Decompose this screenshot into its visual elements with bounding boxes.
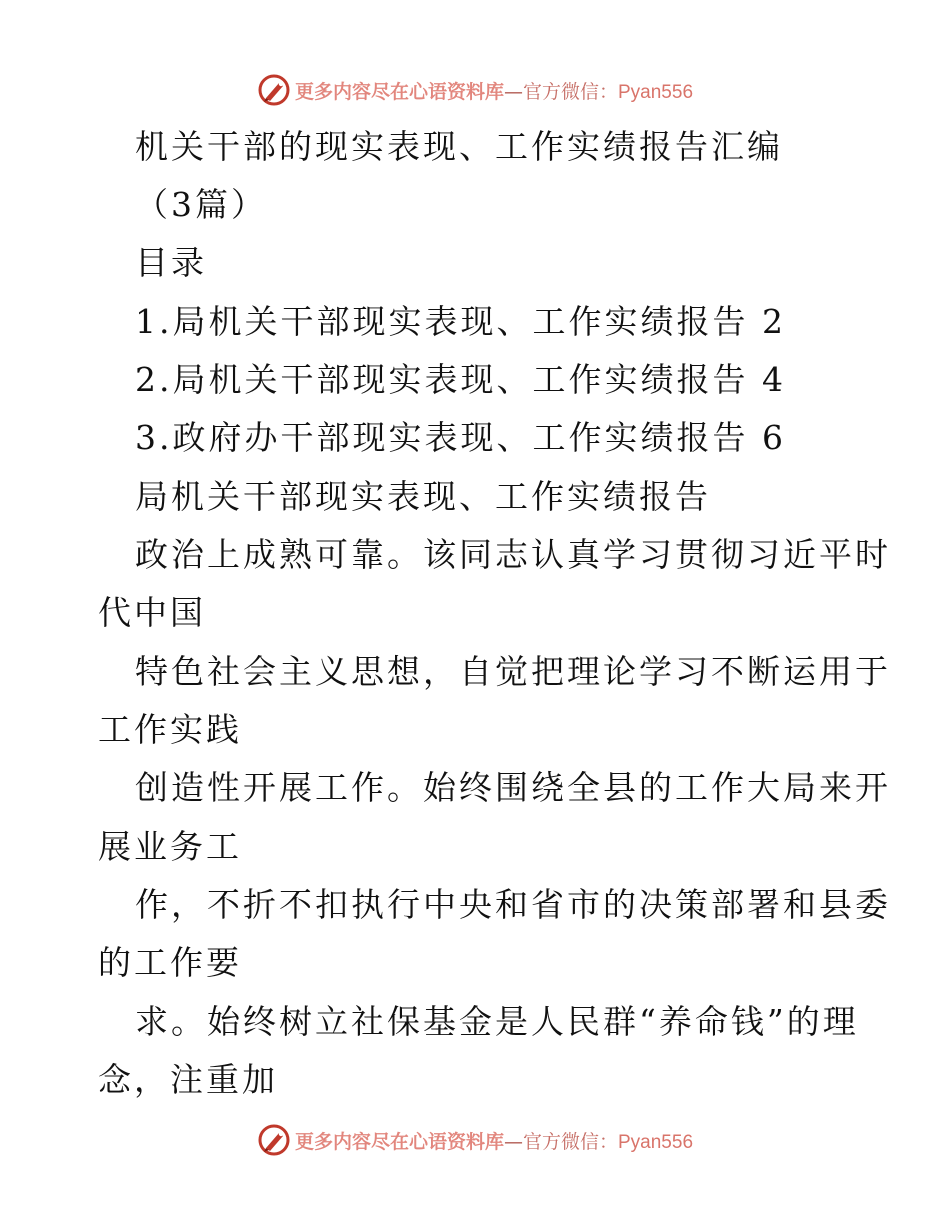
- pen-circle-logo-icon: [257, 73, 291, 107]
- watermark-separator: —: [503, 1130, 523, 1153]
- watermark-id: Pyan556: [618, 1131, 694, 1153]
- toc-item: 3.政府办干部现实表现、工作实绩报告 6: [135, 418, 786, 457]
- body-line: 特色社会主义思想，自觉把理论学习不断运用于: [135, 652, 891, 691]
- watermark-main-text: 更多内容尽在心语资料库: [294, 1130, 504, 1153]
- body-line: 作，不折不扣执行中央和省市的决策部署和县委: [135, 885, 891, 924]
- watermark-main-text: 更多内容尽在心语资料库: [294, 80, 504, 103]
- document-subtitle: （3篇）: [135, 185, 267, 224]
- watermark-label: 官方微信：: [522, 1130, 618, 1153]
- body-line: 创造性开展工作。始终围绕全县的工作大局来开: [135, 768, 891, 807]
- watermark-text: [295, 77, 693, 104]
- body-line: 求。始终树立社保基金是人民群“养命钱”的理: [135, 1002, 859, 1041]
- toc-item: 1.局机关干部现实表现、工作实绩报告 2: [135, 302, 786, 341]
- footer-watermark: [0, 1120, 950, 1160]
- body-line: 展业务工: [98, 827, 242, 866]
- body-line: 念，注重加: [98, 1060, 278, 1099]
- body-line: 的工作要: [98, 943, 242, 982]
- toc-heading: 目录: [135, 243, 207, 282]
- watermark-text: [295, 1127, 693, 1154]
- toc-item: 2.局机关干部现实表现、工作实绩报告 4: [135, 360, 786, 399]
- watermark-label: 官方微信：: [522, 80, 618, 103]
- body-line: 代中国: [98, 593, 206, 632]
- body-line: 工作实践: [98, 710, 242, 749]
- section-heading: 局机关干部现实表现、工作实绩报告: [135, 477, 711, 516]
- watermark-separator: —: [503, 80, 523, 103]
- document-title: 机关干部的现实表现、工作实绩报告汇编: [135, 127, 783, 166]
- body-line: 政治上成熟可靠。该同志认真学习贯彻习近平时: [135, 535, 891, 574]
- pen-circle-logo-icon: [257, 1123, 291, 1157]
- watermark-id: Pyan556: [618, 81, 694, 103]
- header-watermark: [0, 70, 950, 110]
